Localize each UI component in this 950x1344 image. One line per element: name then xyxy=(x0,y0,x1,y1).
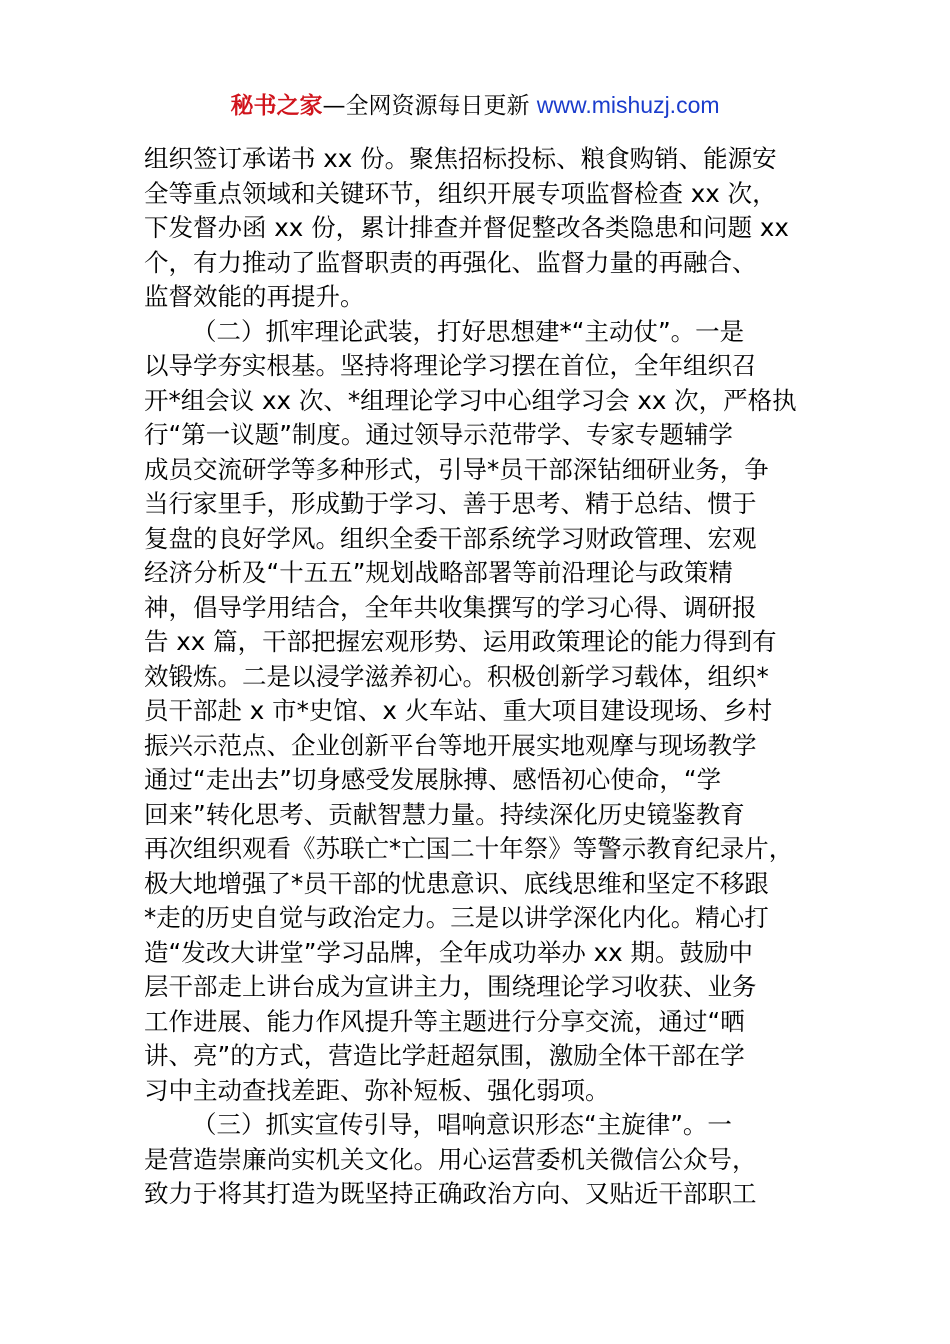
text-line: 致力于将其打造为既坚持正确政治方向、又贴近干部职工 xyxy=(144,1179,757,1208)
section-heading-line: （三）抓实宣传引导，唱响意识形态“主旋律”。一 xyxy=(192,1110,732,1139)
text-line: 效锻炼。二是以浸学滋养初心。积极创新学习载体，组织* xyxy=(144,661,769,691)
text-line: 个，有力推动了监督职责的再强化、监督力量的再融合、 xyxy=(144,247,757,277)
text-line: 经济分析及“十五五”规划战略部署等前沿理论与政策精 xyxy=(144,558,733,587)
site-url-link[interactable]: www.mishuzj.com xyxy=(536,92,720,118)
text-line: 监督效能的再提升。 xyxy=(144,282,365,311)
text-line: 通过“走出去”切身感受发展脉搏、感悟初心使命，“学 xyxy=(144,765,722,794)
text-line: 下发督办函 xx 份，累计排查并督促整改各类隐患和问题 xx xyxy=(144,213,789,242)
text-line: 回来”转化思考、贡献智慧力量。持续深化历史镜鉴教育 xyxy=(144,799,745,829)
text-line: 造“发改大讲堂”学习品牌，全年成功举办 xx 期。鼓励中 xyxy=(144,937,753,967)
brand-name: 秘书之家 xyxy=(230,93,323,119)
text-line: 开*组会议 xx 次、*组理论学习中心组学习会 xx 次，严格执 xyxy=(144,385,797,415)
text-line: 成员交流研学等多种形式，引导*员干部深钻细研业务，争 xyxy=(144,454,769,484)
text-line: *走的历史自觉与政治定力。三是以讲学深化内化。精心打 xyxy=(144,903,769,932)
text-line: 行“第一议题”制度。通过领导示范带学、专家专题辅学 xyxy=(144,420,733,449)
section-heading-line: （二）抓牢理论武装，打好思想建*“主动仗”。一是 xyxy=(192,316,745,346)
text-line: 复盘的良好学风。组织全委干部系统学习财政管理、宏观 xyxy=(144,523,757,553)
text-line: 振兴示范点、企业创新平台等地开展实地观摩与现场教学 xyxy=(144,730,757,760)
text-line: 员干部赴 x 市*史馆、x 火车站、重大项目建设现场、乡村 xyxy=(144,696,773,725)
text-line: 讲、亮”的方式，营造比学赶超氛围，激励全体干部在学 xyxy=(144,1041,745,1070)
text-line: 全等重点领域和关键环节，组织开展专项监督检查 xx 次， xyxy=(144,178,777,208)
page-header xyxy=(0,88,950,123)
text-line: 极大地增强了*员干部的忧患意识、底线思维和坚定不移跟 xyxy=(144,868,769,898)
text-line: 组织签订承诺书 xx 份。聚焦招标投标、粮食购销、能源安 xyxy=(144,144,777,173)
text-line: 神，倡导学用结合，全年共收集撰写的学习心得、调研报 xyxy=(144,592,757,622)
document-body xyxy=(144,142,816,1212)
text-line: 习中主动查找差距、弥补短板、强化弱项。 xyxy=(144,1075,610,1105)
text-line: 再次组织观看《苏联亡*亡国二十年祭》等警示教育纪录片， xyxy=(144,834,794,863)
text-line: 层干部走上讲台成为宣讲主力，围绕理论学习收获、业务 xyxy=(144,972,757,1001)
text-line: 是营造崇廉尚实机关文化。用心运营委机关微信公众号， xyxy=(144,1144,757,1174)
text-line: 以导学夯实根基。坚持将理论学习摆在首位，全年组织召 xyxy=(144,351,757,380)
text-line: 告 xx 篇，干部把握宏观形势、运用政策理论的能力得到有 xyxy=(144,627,777,656)
text-line: 当行家里手，形成勤于学习、善于思考、精于总结、惯于 xyxy=(144,489,757,518)
text-line: 工作进展、能力作风提升等主题进行分享交流，通过“晒 xyxy=(144,1006,745,1036)
header-tagline: —全网资源每日更新 xyxy=(322,93,537,119)
